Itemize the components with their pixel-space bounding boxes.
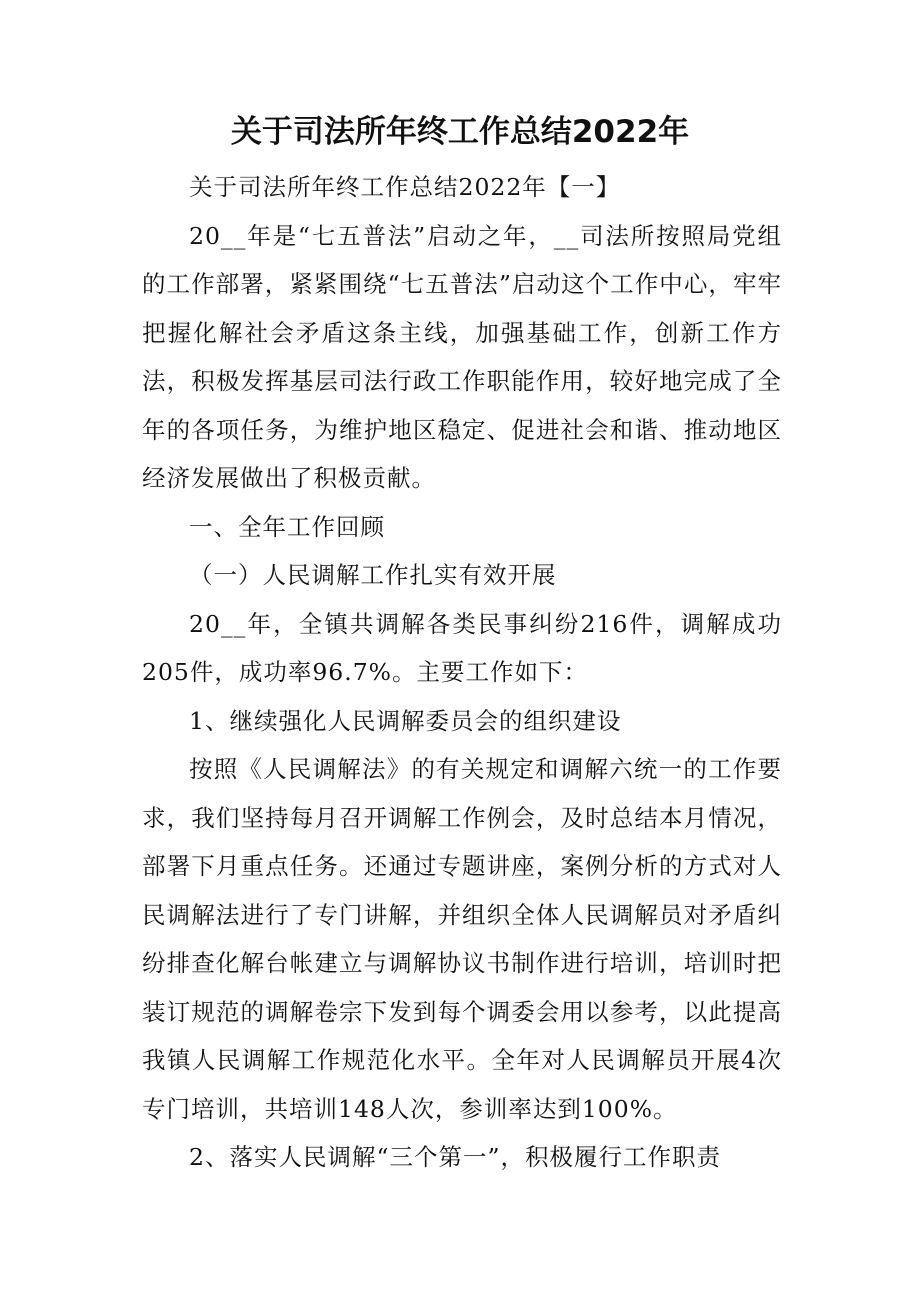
- section-heading: 一、全年工作回顾: [189, 512, 385, 541]
- section-heading: 2、落实人民调解“三个第一”，积极履行工作职责: [189, 1143, 721, 1171]
- section-heading: 关于司法所年终工作总结2022年【一】: [189, 173, 621, 201]
- section-heading: （一）人民调解工作扎实有效开展: [189, 561, 557, 589]
- paragraph: 按照《人民调解法》的有关规定和调解六统一的工作要求，我们坚持每月召开调解工作例会，及时总结本月情况，部署下月重点任务。还通过专题讲座，案例分析的方式对人民调解法进行了专门讲解，并组织全体人民调解员对矛盾纠纷排查化解台帐建立与调解协议书制作进行培训，培训时把装订规范的调解卷宗下发到每个调委会用以参考，以此提高我镇人民调解工作规范化水平。全年对人民调解员开展4次专门培训，共培训148人次，参训率达到100%。: [142, 755, 782, 1123]
- paragraph: 20__年，全镇共调解各类民事纠纷216件，调解成功205件，成功率96.7%。主要工作如下：: [142, 609, 782, 686]
- document-body: [142, 163, 782, 1182]
- document-title: 关于司法所年终工作总结2022年: [230, 114, 690, 150]
- paragraph: 20__年是“七五普法”启动之年，__司法所按照局党组的工作部署，紧紧围绕“七五普法”启动这个工作中心，牢牢把握化解社会矛盾这条主线，加强基础工作，创新工作方法，积极发挥基层司法行政工作职能作用，较好地完成了全年的各项任务，为维护地区稳定、促进社会和谐、推动地区经济发展做出了积极贡献。: [142, 221, 782, 492]
- section-heading: 1、继续强化人民调解委员会的组织建设: [189, 706, 622, 735]
